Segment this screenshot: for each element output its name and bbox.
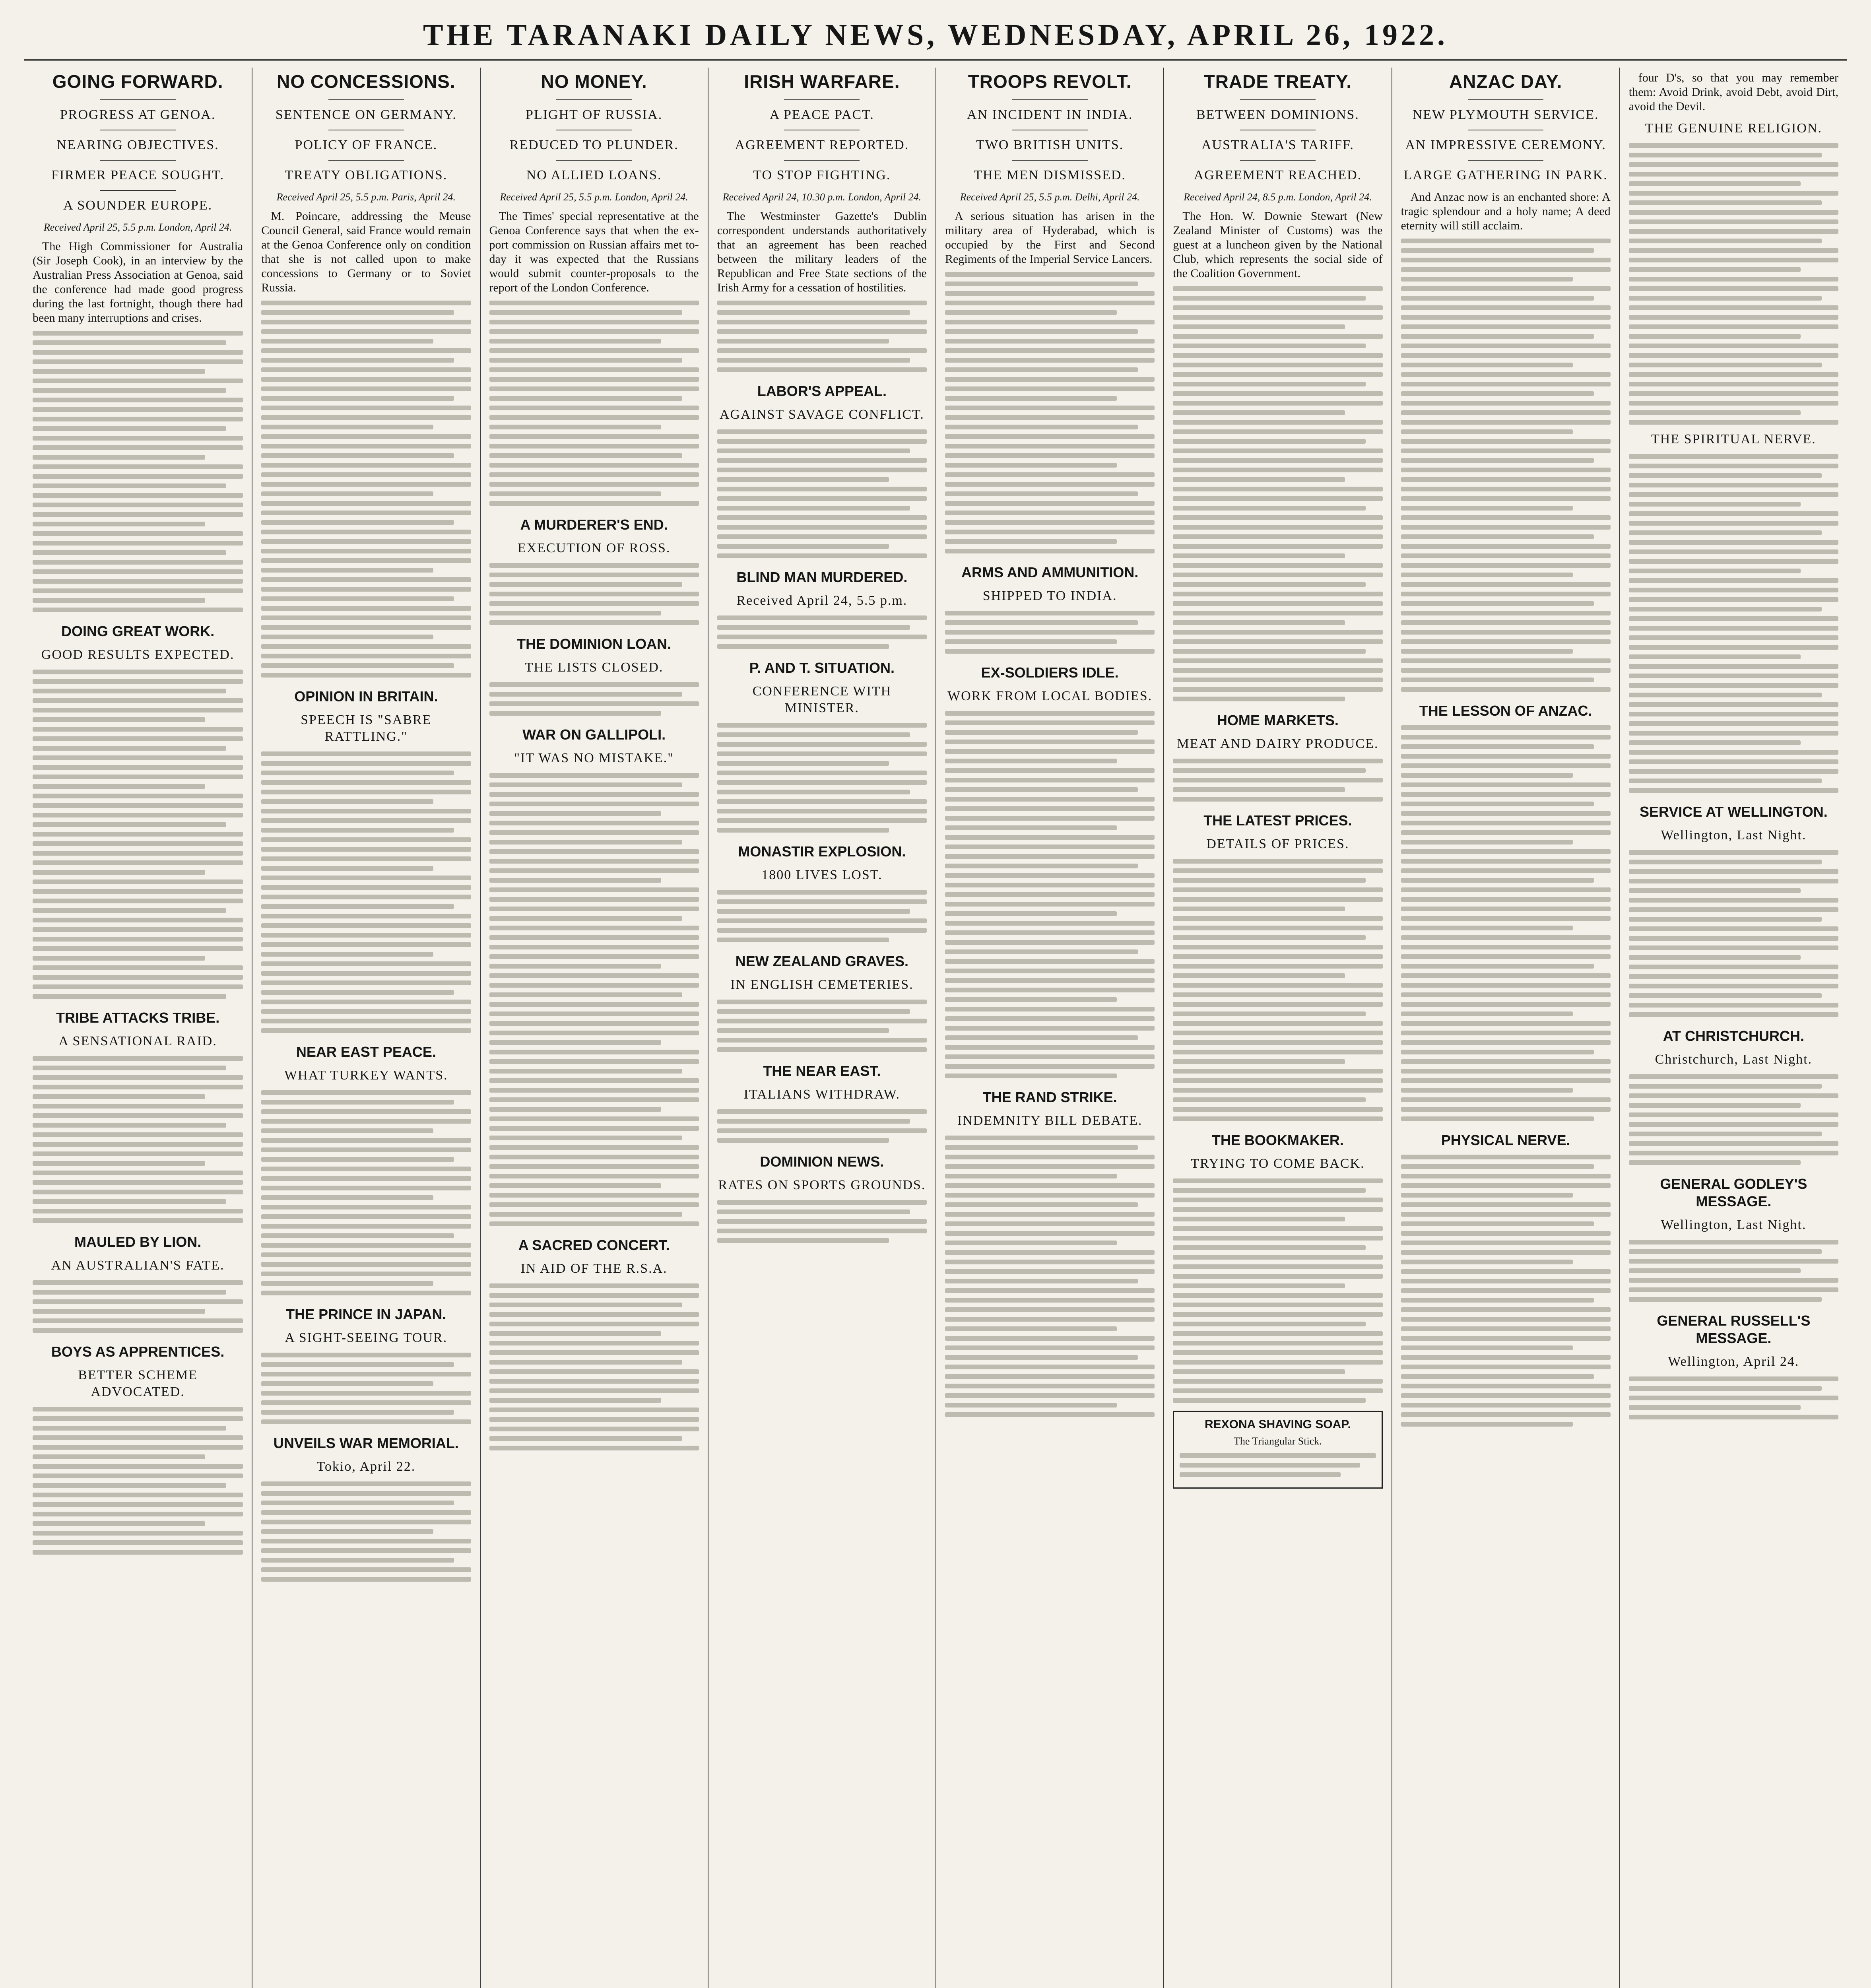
section-subhead: EXECUTION OF ROSS. [517,541,671,555]
body-text [489,682,699,716]
subhead: PLIGHT OF RUSSIA. [526,107,663,122]
column-2 [252,68,479,1988]
subhead: REDUCED TO PLUNDER. [509,138,679,152]
subhead: THE MEN DISMISSED. [974,168,1126,182]
section-heading: DOMINION NEWS. [760,1153,884,1170]
body-text [261,1481,471,1582]
body-text [717,301,927,372]
section-subhead: SPEECH IS "SABRE RATTLING." [301,712,432,744]
section-subhead: WHAT TURKEY WANTS. [284,1068,448,1083]
section-subhead: AN AUSTRALIAN'S FATE. [51,1258,225,1273]
section-heading: SERVICE AT WELLINGTON. [1640,804,1828,820]
body-text [1173,859,1382,1121]
column-4 [708,68,936,1988]
body-text [717,1000,927,1052]
section-subhead: IN ENGLISH CEMETERIES. [730,977,914,992]
section-subhead: A SENSATIONAL RAID. [58,1034,217,1048]
body-text [945,272,1155,553]
section-heading: NEAR EAST PEACE. [296,1044,436,1060]
body-text [945,611,1155,654]
column-5 [936,68,1163,1988]
subhead: THE SPIRITUAL NERVE. [1651,432,1816,447]
section-heading: PHYSICAL NERVE. [1441,1132,1570,1148]
headline: IRISH WARFARE. [744,71,900,92]
section-heading: GENERAL GODLEY'S MESSAGE. [1660,1176,1807,1209]
ad-subtitle: The Triangular Stick. [1234,1435,1322,1447]
section-heading: THE LESSON OF ANZAC. [1419,703,1592,719]
subhead: PROGRESS AT GENOA. [60,107,216,122]
body-text [1401,239,1611,692]
dateline: Received April 25, 5.5 p.m. London, April 24. [43,221,232,233]
section-heading: THE LATEST PRICES. [1203,812,1352,829]
headline: GOING FORWARD. [52,71,223,92]
subhead: NEW PLYMOUTH SERVICE. [1412,107,1599,122]
section-heading: THE RAND STRIKE. [982,1089,1117,1105]
body-text [489,773,699,1226]
subhead: TWO BRITISH UNITS. [976,138,1124,152]
section-subhead: WORK FROM LOCAL BODIES. [947,689,1153,703]
headline: TROOPS REVOLT. [968,71,1132,92]
subhead: AGREEMENT REPORTED. [735,138,909,152]
subhead: BETWEEN DOMINIONS. [1196,107,1359,122]
subhead: TREATY OBLIGATIONS. [285,168,448,182]
subhead: SENTENCE ON GERMANY. [275,107,457,122]
section-heading: THE PRINCE IN JAPAN. [286,1306,446,1322]
body-text [261,1090,471,1295]
body-text [33,1056,243,1223]
subhead: THE GENUINE RELIGION. [1645,121,1822,136]
body-text [717,615,927,649]
article-lead: The Times' special representative at the Genoa Conference says that when the ex-port commission on Russian affairs met to-day it was expected that the Russians would submit counter-proposals to the report of the London Conference. [489,210,699,294]
dateline: Received April 25, 5.5 p.m. Paris, April 24. [276,191,456,203]
headline: TRADE TREATY. [1203,71,1352,92]
subhead: A SOUNDER EUROPE. [63,198,213,213]
section-subhead: ITALIANS WITHDRAW. [743,1087,900,1102]
dateline: Received April 24, 10.30 p.m. London, April 24. [722,191,922,203]
section-heading: THE BOOKMAKER. [1211,1132,1344,1148]
body-text [261,301,471,678]
body-text [717,1200,927,1243]
article-lead: four D's, so that you may remember them: Avoid Drink, avoid Debt, avoid Dirt, avoid the Devil. [1628,71,1838,113]
body-text [1401,1155,1611,1427]
ad-title: REXONA SHAVING SOAP. [1204,1418,1351,1431]
dateline: Received April 25, 5.5 p.m. Delhi, April 24. [960,191,1140,203]
section-heading: MONASTIR EXPLOSION. [738,843,906,860]
body-text [489,1283,699,1450]
body-text [1629,1074,1838,1165]
section-subhead: CONFERENCE WITH MINISTER. [752,684,892,715]
section-subhead: TRYING TO COME BACK. [1191,1156,1365,1171]
section-heading: AT CHRISTCHURCH. [1663,1028,1805,1044]
subhead: AN IMPRESSIVE CEREMONY. [1405,138,1606,152]
section-heading: MAULED BY LION. [74,1234,202,1250]
body-text [1629,454,1838,793]
body-text [1629,1240,1838,1302]
body-text [33,331,243,612]
section-heading: LABOR'S APPEAL. [757,383,887,399]
article-lead: The Westminster Gazette's Dublin correspondent understands authoritatively that an agreement has been reached between the military leaders of the Republican and Free State sections of the Irish Army for a cessation of hostilities. [717,210,927,294]
body-text [1629,850,1838,1017]
section-subhead: Wellington, Last Night. [1661,828,1807,843]
section-subhead: Received April 24, 5.5 p.m. [736,593,908,608]
body-text [717,429,927,558]
section-heading: P. AND T. SITUATION. [749,660,895,676]
body-text [261,751,471,1033]
column-7 [1392,68,1619,1988]
subhead: TO STOP FIGHTING. [753,168,891,182]
headline: NO MONEY. [541,71,647,92]
subhead: AGREEMENT REACHED. [1194,168,1362,182]
body-text [1173,1178,1382,1403]
body-text [1401,725,1611,1121]
section-heading: BLIND MAN MURDERED. [736,569,908,585]
column-3 [480,68,708,1988]
subhead: LARGE GATHERING IN PARK. [1403,168,1608,182]
section-subhead: "IT WAS NO MISTAKE." [514,751,674,765]
article-lead: M. Poincare, addressing the Meuse Council General, said France would remain at the Genoa Conference only on condition that she is not called upon to make concessions to Germany or to Soviet Russia. [261,210,471,294]
article-lead: A serious situation has arisen in the military area of Hyderabad, which is occupied by the First and Second Regiments of the Imperial Service Lancers. [945,210,1155,266]
body-text [1173,759,1382,802]
section-subhead: Christchurch, Last Night. [1655,1052,1813,1067]
section-subhead: Wellington, Last Night. [1661,1217,1807,1232]
body-text [1173,286,1382,701]
body-text [33,1280,243,1333]
section-subhead: INDEMNITY BILL DEBATE. [957,1113,1143,1128]
body-text [489,563,699,625]
body-text [1629,1376,1838,1419]
article-lead: The High Commissioner for Australia (Sir Joseph Cook), in an interview by the Australian Press Association at Genoa, said the conference had made good progress during the last fortnight, though there had been many interruptions and crises. [33,240,243,324]
section-subhead: Wellington, April 24. [1668,1354,1799,1369]
section-heading: NEW ZEALAND GRAVES. [735,953,909,969]
section-subhead: Tokio, April 22. [316,1459,416,1474]
body-text [489,301,699,506]
section-subhead: 1800 LIVES LOST. [761,868,883,882]
column-6 [1163,68,1391,1988]
section-subhead: AGAINST SAVAGE CONFLICT. [719,407,924,422]
section-subhead: MEAT AND DAIRY PRODUCE. [1177,736,1379,751]
section-heading: UNVEILS WAR MEMORIAL. [273,1435,459,1451]
section-heading: TRIBE ATTACKS TRIBE. [56,1010,220,1026]
section-heading: THE NEAR EAST. [763,1063,881,1079]
section-heading: BOYS AS APPRENTICES. [51,1343,225,1360]
body-text [945,711,1155,1078]
section-subhead: IN AID OF THE R.S.A. [520,1261,668,1276]
subhead: AUSTRALIA'S TARIFF. [1201,138,1354,152]
column-1 [24,68,252,1988]
body-text [945,1136,1155,1417]
body-text [717,890,927,942]
dateline: Received April 24, 8.5 p.m. London, April 24. [1184,191,1372,203]
subhead: NO ALLIED LOANS. [526,168,662,182]
section-heading: HOME MARKETS. [1217,712,1339,728]
section-subhead: DETAILS OF PRICES. [1206,837,1349,851]
body-text [33,670,243,999]
subhead: A PEACE PACT. [769,107,874,122]
body-text [1629,143,1838,425]
dateline: Received April 25, 5.5 p.m. London, April 24. [500,191,688,203]
section-heading: A MURDERER'S END. [520,516,668,533]
section-heading: GENERAL RUSSELL'S MESSAGE. [1657,1312,1811,1346]
body-text [717,723,927,833]
section-heading: WAR ON GALLIPOLI. [522,726,666,743]
section-heading: OPINION IN BRITAIN. [294,688,438,705]
body-text [261,1353,471,1424]
body-text [33,1407,243,1555]
section-heading: A SACRED CONCERT. [518,1237,670,1253]
section-heading: DOING GREAT WORK. [61,623,215,639]
headline: NO CONCESSIONS. [277,71,456,92]
subhead: POLICY OF FRANCE. [295,138,438,152]
columns [24,68,1847,1988]
article-lead: The Hon. W. Downie Stewart (New Zealand Minister of Customs) was the guest at a luncheon given by the National Club, which represents the social side of the Coalition Government. [1173,210,1383,280]
section-subhead: BETTER SCHEME ADVOCATED. [78,1368,198,1399]
column-8 [1619,68,1847,1988]
section-subhead: SHIPPED TO INDIA. [982,588,1117,603]
section-subhead: RATES ON SPORTS GROUNDS. [718,1178,926,1192]
section-heading: EX-SOLDIERS IDLE. [981,664,1119,681]
masthead: THE TARANAKI DAILY NEWS, WEDNESDAY, APRIL 26, 1922. [24,11,1847,61]
subhead: NEARING OBJECTIVES. [56,138,219,152]
article-lead: And Anzac now is an enchanted shore: A tragic splendour and a holy name; A deed eternity will still acclaim. [1401,190,1611,232]
subhead: FIRMER PEACE SOUGHT. [51,168,225,182]
advertisement [1173,1411,1382,1489]
section-subhead: THE LISTS CLOSED. [524,660,664,675]
section-heading: THE DOMINION LOAN. [517,636,672,652]
section-heading: ARMS AND AMMUNITION. [961,564,1139,580]
section-subhead: A SIGHT-SEEING TOUR. [285,1330,448,1345]
headline: ANZAC DAY. [1449,71,1562,92]
section-subhead: GOOD RESULTS EXPECTED. [41,647,235,662]
body-text [717,1109,927,1143]
subhead: AN INCIDENT IN INDIA. [967,107,1133,122]
